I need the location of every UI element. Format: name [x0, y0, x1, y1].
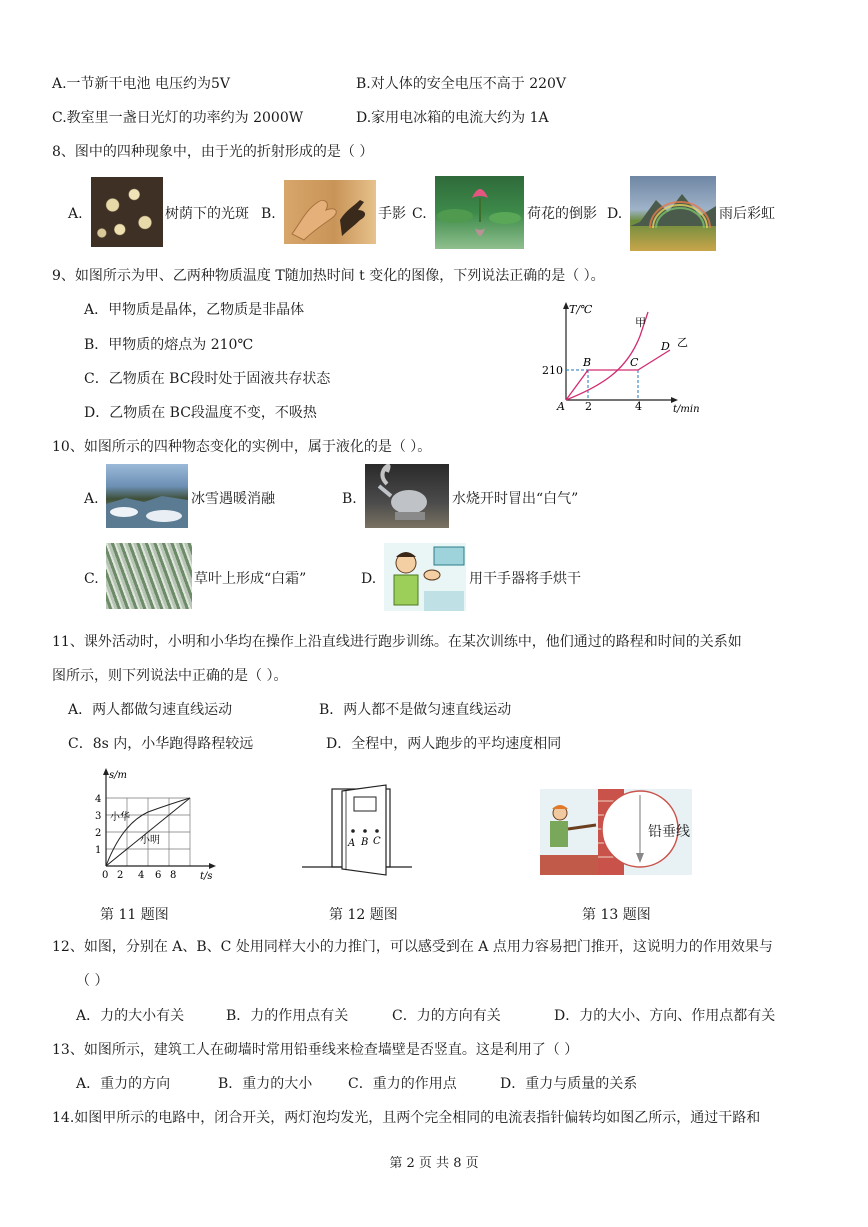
door-point-b: B [361, 837, 369, 848]
melting-snow-photo [106, 464, 188, 528]
q12-option-c: C．力的方向有关 [392, 1008, 501, 1024]
page-footer: 第 2 页 共 8 页 [389, 1156, 479, 1171]
y-tick-2: 2 [95, 828, 102, 839]
q8-stem: 8、图中的四种现象中，由于光的折射形成的是（ ） [52, 144, 374, 160]
q10-c-text: 草叶上形成“白霜” [194, 571, 307, 587]
q8-a-text: 树荫下的光斑 [165, 206, 249, 222]
q11-stem-line2: 图所示，则下列说法中正确的是（ ）。 [52, 668, 288, 684]
hand-shadow-photo [284, 180, 376, 244]
x-tick-2: 2 [117, 870, 124, 881]
q10-b-text: 水烧开时冒出“白气” [452, 491, 579, 507]
x-axis-label: t/min [673, 404, 700, 415]
x-tick-8: 8 [170, 870, 177, 881]
q7-option-b: B.对人体的安全电压不高于 220V [356, 76, 567, 92]
q13-stem: 13、如图所示，建筑工人在砌墙时常用铅垂线来检查墙壁是否竖直。这是利用了（ ） [52, 1042, 579, 1058]
q14-stem: 14.如图甲所示的电路中，闭合开关，两灯泡均发光，且两个完全相同的电流表指针偏转均如图乙所示，通过干路和 [52, 1110, 761, 1126]
q7-option-d: D.家用电冰箱的电流大约为 1A [356, 110, 549, 126]
q10-a-text: 冰雪遇暖消融 [191, 491, 275, 507]
series-xiaohua-label: 小华 [110, 812, 130, 823]
q11-option-a: A．两人都做匀速直线运动 [68, 702, 233, 718]
q10-c-label: C. [84, 571, 99, 587]
q8-d-text: 雨后彩虹 [719, 206, 775, 222]
q9-stem: 9、如图所示为甲、乙两种物质温度 T随加热时间 t 变化的图像，下列说法正确的是（ ）。 [52, 268, 605, 284]
q12-option-a: A．力的大小有关 [76, 1008, 185, 1024]
q10-d-label: D. [361, 571, 377, 587]
y-tick-4: 4 [95, 794, 102, 805]
q8-c-text: 荷花的倒影 [527, 206, 597, 222]
door-point-c: C [373, 836, 381, 847]
q8-a-label: A. [68, 206, 83, 222]
figure-11-caption: 第 11 题图 [100, 907, 169, 923]
q13-option-a: A．重力的方向 [76, 1076, 171, 1092]
y-tick-3: 3 [95, 811, 102, 822]
x-tick-4: 4 [635, 400, 642, 413]
series-xiaoming-label: 小明 [140, 835, 160, 846]
q8-c-label: C. [412, 206, 427, 222]
q12-option-d: D．力的大小、方向、作用点都有关 [554, 1008, 776, 1024]
q9-option-a: A．甲物质是晶体，乙物质是非晶体 [84, 302, 305, 318]
q10-a-label: A. [84, 491, 99, 507]
figure-12-caption: 第 12 题图 [329, 907, 398, 923]
q9-option-d: D．乙物质在 BC段温度不变，不吸热 [84, 405, 317, 421]
tree-shade-light-spots-photo [91, 177, 163, 247]
q7-option-c: C.教室里一盏日光灯的功率约为 2000W [52, 110, 304, 126]
q13-option-d: D．重力与质量的关系 [500, 1076, 638, 1092]
q13-option-b: B．重力的大小 [218, 1076, 313, 1092]
q8-d-label: D. [607, 206, 623, 222]
q12-stem-line1: 12、如图，分别在 A、B、C 处用同样大小的力推门，可以感受到在 A 点用力容易把门推开，这说明力的作用效果与 [52, 939, 773, 955]
y-tick-1: 1 [95, 845, 102, 856]
lotus-reflection-photo [435, 176, 524, 249]
rainbow-photo [630, 176, 716, 251]
x-tick-2: 2 [585, 400, 592, 413]
x-tick-6: 6 [155, 870, 162, 881]
q13-option-c: C．重力的作用点 [348, 1076, 457, 1092]
q9-option-b: B．甲物质的熔点为 210℃ [84, 337, 254, 353]
q12-stem-line2: （ ） [76, 973, 109, 989]
q8-b-label: B. [261, 206, 276, 222]
door-point-a: A [348, 838, 356, 849]
point-b-label: B [583, 356, 592, 369]
q8-b-text: 手影 [378, 206, 406, 222]
distance-time-graph [88, 764, 228, 882]
q10-d-text: 用干手器将手烘干 [469, 571, 581, 587]
door-figure [302, 781, 412, 881]
y-axis-label: s/m [109, 770, 127, 781]
q10-b-label: B. [342, 491, 357, 507]
x-tick-0: 0 [102, 870, 109, 881]
q11-option-b: B．两人都不是做匀速直线运动 [319, 702, 512, 718]
q11-option-c: C．8s 内，小华跑得路程较远 [68, 736, 254, 752]
x-axis-label: t/s [200, 871, 213, 882]
hand-dryer-illustration [384, 543, 466, 611]
point-d-label: D [661, 340, 670, 353]
y-axis-label: T/℃ [569, 303, 593, 316]
plumb-line-label: 铅垂线 [648, 824, 690, 840]
point-a-label: A [557, 400, 565, 413]
plumb-line-figure [540, 789, 692, 875]
temperature-time-graph [540, 296, 720, 416]
x-tick-4: 4 [138, 870, 145, 881]
figure-13-caption: 第 13 题图 [582, 907, 651, 923]
y-tick-210: 210 [542, 364, 563, 377]
series-yi-label: 乙 [677, 336, 688, 349]
q9-option-c: C．乙物质在 BC段时处于固液共存状态 [84, 371, 331, 387]
q7-option-a: A.一节新干电池 电压约为5V [52, 76, 231, 92]
series-jia-label: 甲 [635, 316, 646, 329]
q10-stem: 10、如图所示的四种物态变化的实例中，属于液化的是（ ）。 [52, 439, 432, 455]
frost-grass-photo [106, 543, 192, 609]
q12-option-b: B．力的作用点有关 [226, 1008, 349, 1024]
boiling-kettle-photo [365, 464, 449, 528]
q11-option-d: D．全程中，两人跑步的平均速度相同 [326, 736, 562, 752]
q11-stem-line1: 11、课外活动时，小明和小华均在操作上沿直线进行跑步训练。在某次训练中，他们通过的路程和时间的关系如 [52, 634, 742, 650]
point-c-label: C [630, 356, 639, 369]
